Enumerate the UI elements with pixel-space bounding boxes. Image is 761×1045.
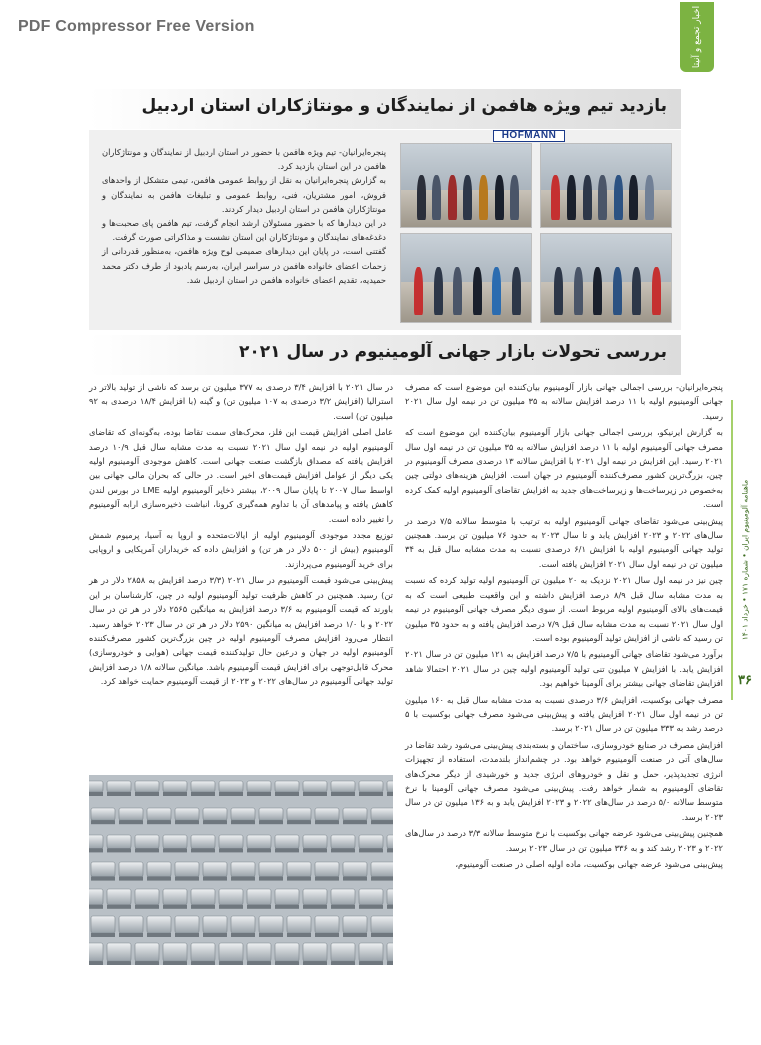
ingot-shadow	[343, 933, 367, 937]
ingot-block	[343, 862, 367, 877]
ingot-shadow	[315, 820, 339, 824]
article2-paragraph: همچنین پیش‌بینی می‌شود عرضه جهانی بوکسیت با نرخ متوسط سالانه ۳/۳ درصد در سال‌های ۲۰۲۲ و ۲۰۲۳ رشد کند و به ۳۳۶ میلیون تن در سال ۲۰۲۳ برسد.	[405, 828, 723, 853]
section-tab	[680, 2, 714, 72]
ingot-shadow	[107, 905, 131, 909]
ingot-block	[175, 916, 199, 933]
ingot-block	[359, 835, 383, 848]
article2-paragraph: برآورد می‌شود تقاضای جهانی آلومینیوم با ۷/۵ درصد افزایش به ۱۲۱ میلیون تن در سال ۲۰۲۱ افزایش یابد. با افزایش ۷ میلیون تنی تولید آلومینیوم اولیه چین در سال ۲۰۲۱ احتمالا شاهد افزایش تقاضای جهانی بیشتر برای آلومینا خواهیم بود.	[405, 649, 723, 689]
ingot-shadow	[359, 961, 383, 965]
ingot-block	[371, 808, 393, 820]
aluminium-ingots-photo	[89, 775, 393, 965]
section-tab-label: اخبار تجمع و آنیتا	[692, 5, 702, 69]
ingot-shadow	[247, 792, 271, 796]
ingot-block	[275, 889, 299, 905]
ingot-shadow	[163, 792, 187, 796]
ingot-block	[247, 889, 271, 905]
ingot-shadow	[203, 933, 227, 937]
article2-paragraph: پیش‌بینی می‌شود عرضه جهانی بوکسیت، ماده اولیه اصلی در صنعت آلومینیوم،	[455, 859, 723, 869]
ingot-block	[89, 889, 103, 905]
ingot-shadow	[287, 933, 311, 937]
side-strip-line	[731, 400, 733, 700]
ingot-shadow	[387, 848, 393, 852]
ingot-shadow	[191, 961, 215, 965]
ingot-shadow	[315, 933, 339, 937]
ingot-block	[387, 889, 393, 905]
article2-left-column	[89, 380, 393, 691]
ingot-shadow	[191, 848, 215, 852]
ingot-block	[91, 862, 115, 877]
ingot-shadow	[119, 820, 143, 824]
group-photo-4	[540, 233, 672, 323]
ingot-block	[275, 781, 299, 792]
ingot-shadow	[107, 961, 131, 965]
side-strip-text: ماهنامه آلومینیوم ایران • شماره ۱۷۱ • خرداد ۱۴۰۱	[740, 479, 750, 641]
ingot-shadow	[331, 792, 355, 796]
ingot-block	[191, 943, 215, 961]
article2-right-column	[405, 380, 723, 873]
group-photo-2	[540, 143, 672, 228]
ingot-shadow	[259, 877, 283, 881]
ingot-block	[287, 808, 311, 820]
ingot-shadow	[231, 820, 255, 824]
ingot-shadow	[163, 961, 187, 965]
ingot-shadow	[303, 905, 327, 909]
article2-header	[89, 335, 681, 375]
ingot-shadow	[175, 877, 199, 881]
ingot-shadow	[89, 961, 103, 965]
ingot-block	[247, 835, 271, 848]
ingot-shadow	[287, 820, 311, 824]
ingot-block	[163, 781, 187, 792]
ingot-block	[315, 862, 339, 877]
article1-paragraph: پنجره‌ایرانیان- تیم ویژه هافمن با حضور در استان اردبیل از نمایندگان و مونتاژکاران هافمن در این استان بازدید کرد.	[102, 147, 386, 172]
ingot-block	[259, 862, 283, 877]
ingot-shadow	[119, 877, 143, 881]
ingot-block	[331, 835, 355, 848]
ingot-shadow	[163, 905, 187, 909]
ingot-block	[163, 943, 187, 961]
article2-paragraph: عامل اصلی افزایش قیمت این فلز، محرک‌های سمت تقاضا بوده، به‌گونه‌ای که تقاضای آلومینیوم اولیه در نیمه اول سال ۲۰۲۱ نسبت به مدت مشابه سال قبل ۱۰/۹ درصد افزایش یافته که مصداق بازگشت صنعت جهانی است. کاهش موجودی آلومینیوم اولیه یکی دیگر از عوامل افزایش قیمت‌های اخیر است. در حالی که بحران مالی جهانی بین اواسط سال ۲۰۰۷ تا پایان سال ۲۰۰۹، بیشتر ذخایر آلومینیوم اولیه LME در بورس لندن کاهش یافته و پیامدهای آن با تداوم همه‌گیری کرونا، انباشت ذخیره‌سازی ارابه آلومینیوم را تغییر داده است.	[89, 427, 393, 524]
ingot-shadow	[191, 792, 215, 796]
ingot-shadow	[247, 905, 271, 909]
ingots-illustration	[89, 775, 393, 965]
ingot-shadow	[359, 905, 383, 909]
ingot-shadow	[135, 905, 159, 909]
article1-body	[102, 145, 386, 287]
ingot-block	[203, 916, 227, 933]
ingot-shadow	[219, 792, 243, 796]
ingot-shadow	[371, 877, 393, 881]
ingot-block	[287, 862, 311, 877]
ingot-shadow	[203, 820, 227, 824]
ingot-block	[89, 781, 103, 792]
article2-paragraph: چین نیز در نیمه اول سال ۲۰۲۱ نزدیک به ۲۰ میلیون تن آلومینیوم اولیه تولید کرده که نسبت به مدت مشابه سال قبل ۸/۹ درصد افزایش داشته و این واقعیت طبیعی است که به قیمت‌های بالای آلومینیوم اولیه مربوط است. از سوی دیگر مصرف جهانی آلومینیوم در نیمه اول سال ۲۰۲۱ نسبت به مدت مشابه سال قبل ۷/۹ درصد افزایش یافته و به حدود ۳۵ میلیون تن رسید که ناشی از افزایش تولید آلومینیوم بوده است.	[405, 575, 724, 643]
ingot-block	[135, 889, 159, 905]
ingot-block	[331, 889, 355, 905]
ingot-block	[219, 943, 243, 961]
ingot-block	[203, 862, 227, 877]
ingot-block	[303, 781, 327, 792]
ingot-shadow	[303, 848, 327, 852]
ingot-block	[275, 943, 299, 961]
ingot-shadow	[231, 933, 255, 937]
ingot-block	[147, 808, 171, 820]
ingot-shadow	[135, 848, 159, 852]
side-strip	[731, 400, 759, 700]
ingot-block	[107, 943, 131, 961]
article2-paragraph: پیش‌بینی می‌شود قیمت آلومینیوم در سال ۲۰۲۱ (۳/۳ درصد افزایش به ۲۸۵۸ دلار در هر تن) رسید. همچنین در کاهش ظرفیت تولید آلومینیوم اولیه در چین، کارشناسان بر این باورند که قیمت آلومینیوم به ۳/۶ درصد افزایش به میانگین ۲۵۶۵ دلار در هر تن در سال ۲۰۲۲ و با ۱/۰ درصد افزایش به میانگین ۲۵۹۰ دلار در هر تن در سال ۲۰۲۳ خواهد رسید. انتظار می‌رود افزایش مصرف آلومینیوم اولیه در چین بزرگ‌ترین کشور مصرف‌کننده آلومینیوم اولیه در جهان و درعین حال تولیدکننده قیمت جهانی (هوایی و خودروسازی) محرک قابل‌توجهی برای افزایش قیمت آلومینیوم باشد. میانگین سالانه ۱/۸ درصد افزایش تولید جهانی آلومینیوم در سال‌های ۲۰۲۲ و ۲۰۲۳ از قیمت آلومینیوم حمایت خواهد کرد.	[89, 575, 394, 687]
ingot-block	[219, 835, 243, 848]
group-photo-1	[400, 143, 532, 228]
article1-paragraph: در این دیدارها که با حضور مسئولان ارشد انجام گرفت، تیم هافمن پای صحبت‌ها و دغدغه‌های نمایندگان و مونتاژکاران این استان نشست و مذاکراتی صورت گرفت.	[102, 218, 386, 243]
article1-paragraph: گفتنی است، در پایان این دیدارهای صمیمی لوح ویژه هافمن، به‌منظور قدردانی از زحمات اعضای خانواده هافمن در سراسر ایران، به‌رسم یادبود از طرف دکتر محمد حمیدیه، تقدیم اعضای خانواده هافمن در استان اردبیل شد.	[102, 246, 386, 285]
article2-paragraph: پیش‌بینی می‌شود تقاضای جهانی آلومینیوم اولیه به ترتیب با متوسط سالانه ۷/۵ درصد در سال‌های ۲۰۲۲ و ۲۰۲۳ افزایش یابد و تا سال ۲۰۲۳ به حدود ۷۶ میلیون تن برسد. همچنین تولید جهانی آلومینیوم اولیه با افزایش ۶/۱ درصدی نسبت به مدت مشابه سال قبل به ۳۴ میلیون تن در نیمه اول سال ۲۰۲۱ افزایش یافته است.	[405, 515, 724, 569]
page-number: ۳۶	[738, 672, 752, 687]
ingot-block	[91, 916, 115, 933]
ingot-shadow	[275, 961, 299, 965]
ingot-block	[163, 889, 187, 905]
ingot-shadow	[135, 961, 159, 965]
ingot-block	[231, 862, 255, 877]
watermark-text: PDF Compressor Free Version	[18, 18, 255, 35]
ingot-shadow	[175, 820, 199, 824]
ingot-block	[163, 835, 187, 848]
ingot-shadow	[107, 848, 131, 852]
article2-paragraph: توزیع مجدد موجودی آلومینیوم اولیه از ایالات‌متحده و اروپا به آسیا، پرمیوم شمش آلومینیوم (بیش از ۵۰۰ دلار در هر تن) و افزایش داده که خریداران آمریکایی و اروپایی برای خرید آلومینیوم می‌پردازند.	[89, 530, 393, 569]
ingot-block	[175, 808, 199, 820]
ingot-shadow	[175, 933, 199, 937]
ingot-block	[191, 835, 215, 848]
ingot-shadow	[219, 848, 243, 852]
article2-paragraph: به گزارش ایرنیکو، بررسی اجمالی جهانی بازار آلومینیوم بیان‌کننده این موضوع است که مصرف جهانی آلومینیوم اولیه با ۱۱ درصد افزایش سالانه به ۳۵ میلیون تن در نیمه اول سال ۲۰۲۱ رسید. این افزایش در نیمه اول ۲۰۲۱ با افزایش سالانه ۱۳ درصدی مصرف آلومینیوم در چین، بزرگ‌ترین کشور مصرف‌کننده آلومینیوم در جهان است. افزایش هزینه‌های دولتی چین به‌خصوص در زیرساخت‌ها و زیرساخت‌های جدید به افزایش تقاضای آلومینیوم اولیه کمک کرده است.	[405, 427, 723, 510]
ingot-shadow	[191, 905, 215, 909]
ingot-block	[371, 862, 393, 877]
ingot-block	[219, 781, 243, 792]
ingot-shadow	[147, 820, 171, 824]
ingot-shadow	[147, 933, 171, 937]
ingot-shadow	[89, 905, 103, 909]
ingot-shadow	[331, 905, 355, 909]
ingot-block	[135, 835, 159, 848]
ingot-shadow	[343, 820, 367, 824]
ingot-shadow	[275, 905, 299, 909]
ingot-shadow	[259, 933, 283, 937]
ingot-shadow	[387, 792, 393, 796]
ingot-block	[331, 781, 355, 792]
ingot-shadow	[387, 905, 393, 909]
ingot-shadow	[331, 848, 355, 852]
ingot-block	[303, 943, 327, 961]
ingot-shadow	[119, 933, 143, 937]
ingot-block	[343, 916, 367, 933]
article1-header	[89, 89, 681, 129]
ingot-block	[191, 889, 215, 905]
ingot-block	[147, 916, 171, 933]
ingot-block	[359, 943, 383, 961]
ingot-block	[203, 808, 227, 820]
ingot-block	[89, 943, 103, 961]
ingot-block	[315, 808, 339, 820]
article2-title: بررسی تحولات بازار جهانی آلومینیوم در سال ۲۰۲۱	[239, 342, 667, 362]
ingot-block	[259, 808, 283, 820]
ingot-shadow	[275, 792, 299, 796]
ingot-block	[287, 916, 311, 933]
ingot-block	[191, 781, 215, 792]
ingot-block	[231, 916, 255, 933]
ingot-block	[315, 916, 339, 933]
ingot-shadow	[163, 848, 187, 852]
ingot-block	[359, 889, 383, 905]
ingot-block	[119, 916, 143, 933]
ingot-shadow	[219, 905, 243, 909]
ingot-block	[303, 835, 327, 848]
ingot-shadow	[331, 961, 355, 965]
article2-paragraph: افزایش مصرف در صنایع خودروسازی، ساختمان و بسته‌بندی پیش‌بینی می‌شود رشد تقاضا در سال‌های آتی در صنعت آلومینیوم خواهد بود. در چشم‌انداز بلندمدت، استفاده از تجهیزات انرژی تجدیدپذیر، حمل و نقل و خودروهای انرژی جدید و خورشیدی از دیگر محرک‌های تقاضای آلومینیوم به شمار خواهد رفت. پیش‌بینی می‌شود مصرف جهانی آلومینا با نرخ متوسط سالانه ۵/۰ درصد در سال‌های ۲۰۲۲ و ۲۰۲۳ افزایش یابد و به ۱۳۶ میلیون تن در سال ۲۰۲۳ برسد.	[405, 739, 723, 822]
ingot-shadow	[147, 877, 171, 881]
article1-paragraph: به گزارش پنجره‌ایرانیان به نقل از روابط عمومی هافمن، تیمی متشکل از واحدهای فروش، امور مشتریان، فنی، روابط عمومی و تبلیغات هافمن به نمایندگان و مونتاژکاران هافمن در استان اردبیل دیدار کردند.	[102, 175, 386, 214]
ingot-block	[107, 781, 131, 792]
ingot-block	[219, 889, 243, 905]
ingot-block	[107, 835, 131, 848]
ingot-block	[371, 916, 393, 933]
ingot-shadow	[275, 848, 299, 852]
ingot-block	[247, 943, 271, 961]
ingot-shadow	[231, 877, 255, 881]
ingot-shadow	[219, 961, 243, 965]
ingot-block	[331, 943, 355, 961]
hofmann-logo: HOFMANN	[493, 130, 565, 142]
ingot-shadow	[371, 820, 393, 824]
ingot-block	[175, 862, 199, 877]
ingot-block	[259, 916, 283, 933]
article2-paragraph: در سال ۲۰۲۱ با افزایش ۳/۴ درصدی به ۳۷۷ میلیون تن برسد که ناشی از تولید بالاتر در استرالیا (افزایش ۳/۲ درصدی به ۱۰۷ میلیون تن) و گینه (با افزایش ۱۸/۴ درصدی به ۹۲ میلیون تن) است.	[89, 382, 394, 421]
ingot-shadow	[247, 961, 271, 965]
article2-paragraph: مصرف جهانی بوکسیت، افزایش ۳/۶ درصدی نسبت به مدت مشابه سال قبل به ۱۶۰ میلیون تن در نیمه اول سال ۲۰۲۱ افزایش یافته و پیش‌بینی می‌شود مصرف جهانی بوکسیت با ۵ درصد رشد به ۳۳۳ میلیون تن در سال ۲۰۲۱ برسد.	[405, 694, 723, 734]
article2-paragraph: پنجره‌ایرانیان- بررسی اجمالی جهانی بازار آلومینیوم بیان‌کننده این موضوع است که مصرف جهانی آلومینیوم اولیه با ۱۱ درصد افزایش سالانه به ۳۵ میلیون تن در نیمه اول سال ۲۰۲۱ رسید.	[405, 382, 723, 421]
ingot-block	[135, 781, 159, 792]
ingot-shadow	[91, 933, 115, 937]
ingot-block	[387, 781, 393, 792]
ingot-shadow	[135, 792, 159, 796]
ingot-block	[107, 889, 131, 905]
article1-title: بازدید تیم ویژه هافمن از نمایندگان و مونتاژکاران استان اردبیل	[141, 96, 667, 116]
ingot-shadow	[303, 792, 327, 796]
ingot-shadow	[287, 877, 311, 881]
ingot-block	[303, 889, 327, 905]
ingot-shadow	[89, 848, 103, 852]
ingot-block	[387, 835, 393, 848]
group-photo-3	[400, 233, 532, 323]
ingot-shadow	[315, 877, 339, 881]
ingot-block	[135, 943, 159, 961]
ingot-shadow	[359, 792, 383, 796]
ingot-block	[247, 781, 271, 792]
ingot-block	[89, 835, 103, 848]
ingot-shadow	[371, 933, 393, 937]
ingot-shadow	[91, 820, 115, 824]
ingot-block	[91, 808, 115, 820]
ingot-block	[231, 808, 255, 820]
ingot-block	[343, 808, 367, 820]
ingot-block	[275, 835, 299, 848]
ingot-block	[359, 781, 383, 792]
ingot-shadow	[107, 792, 131, 796]
ingot-shadow	[259, 820, 283, 824]
ingot-shadow	[343, 877, 367, 881]
ingot-shadow	[247, 848, 271, 852]
ingot-shadow	[387, 961, 393, 965]
ingot-block	[119, 808, 143, 820]
ingot-shadow	[303, 961, 327, 965]
ingot-shadow	[203, 877, 227, 881]
ingot-block	[387, 943, 393, 961]
ingot-shadow	[89, 792, 103, 796]
ingot-shadow	[359, 848, 383, 852]
ingot-block	[119, 862, 143, 877]
ingot-block	[147, 862, 171, 877]
ingot-shadow	[91, 877, 115, 881]
